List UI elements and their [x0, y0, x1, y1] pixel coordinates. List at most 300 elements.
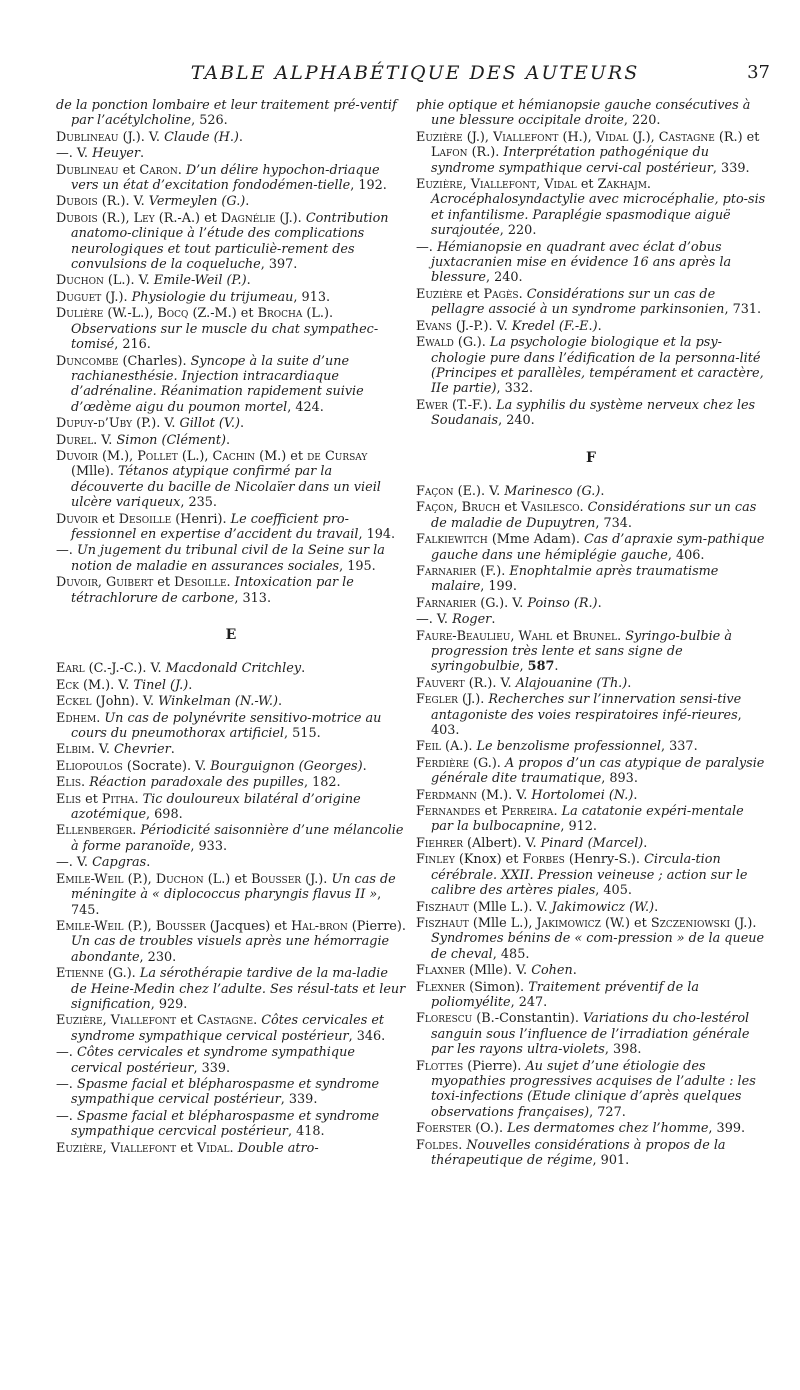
entry-text: , 526. [191, 113, 228, 129]
entry-text: (L.), [177, 448, 213, 464]
index-entry [56, 742, 406, 757]
entry-text: (Pierre). [463, 1058, 526, 1074]
author-name: Fiehrer [416, 835, 463, 851]
index-entry [56, 872, 406, 918]
entry-text: . [238, 129, 243, 145]
author-name: Castagne [658, 129, 715, 145]
index-entry [56, 1013, 406, 1044]
article-title: Bourguignon (Georges) [210, 758, 363, 774]
article-title: phie optique et hémianopsie gauche consécutives à une blessure occipitale droite [416, 98, 751, 129]
entry-text: (P.). V. [132, 416, 180, 432]
author-name: Durel [56, 432, 94, 448]
entry-text: —. [56, 1045, 77, 1061]
entry-text: . [253, 1013, 262, 1029]
author-name: Fiszhaut [416, 899, 469, 915]
entry-text: —. [56, 1108, 77, 1124]
index-entry [56, 211, 406, 273]
index-entry [56, 194, 406, 209]
article-title: Spasme facial et blépharospasme et syndrome sympathique cercvical postérieur [71, 1108, 380, 1140]
author-name: Eck [56, 677, 79, 693]
index-entry [56, 449, 406, 511]
entry-text: . [146, 855, 151, 871]
article-title: Un jugement du tribunal civil de la Seine sur la notion de maladie en assurances sociales [71, 543, 385, 574]
entry-text: , 405. [595, 883, 632, 899]
entry-text: , 901. [592, 1153, 630, 1168]
author-name: Desoille [118, 511, 172, 527]
entry-text: , 403. [431, 707, 742, 739]
author-name: Duvoir [56, 511, 98, 527]
author-name: Bousser [155, 918, 206, 934]
entry-text: et [480, 804, 502, 820]
author-name: Bocq [157, 306, 189, 322]
entry-text: . [81, 775, 90, 791]
author-name: Falkiewitch [416, 532, 488, 548]
index-entry [56, 354, 406, 416]
entry-text: . [229, 1140, 238, 1156]
author-name: Brunel [572, 628, 618, 644]
index-entry [56, 792, 406, 823]
entry-text: , 929. [150, 996, 188, 1012]
author-name: Elis [56, 791, 82, 807]
entry-list [56, 98, 406, 606]
entry-text: , 912. [560, 819, 597, 835]
entry-text: . [553, 804, 562, 820]
entry-text: , 346. [348, 1028, 386, 1044]
entry-text: , 399. [708, 1121, 746, 1137]
author-name: Farnarier [416, 595, 477, 611]
article-title: Syncope à la suite d’une rachianesthésie. Injection intracardiaque d’adrénaline. Réanimation rapidement suivie d’œdème aigu du poumon mortel [71, 353, 364, 415]
article-title: Heuyer [92, 146, 140, 162]
article-title: Syndromes bénins de « com-pression » de la queue de cheval [431, 931, 765, 962]
page-number: 37 [747, 62, 770, 83]
article-title: Nouvelles considérations à propos de la thérapeutique de régime [431, 1137, 726, 1168]
index-entry [56, 823, 406, 854]
index-entry [416, 1121, 766, 1136]
index-entry [56, 416, 406, 431]
entry-text: (Mme Adam). [487, 532, 585, 548]
article-title: La syphilis du système nerveux chez les Soudanais [431, 397, 756, 429]
entry-text: , 313. [234, 590, 272, 606]
index-entry [416, 692, 766, 738]
entry-text: , 182. [303, 775, 341, 791]
entry-text: . [226, 432, 231, 448]
entry-text: , 235. [180, 495, 218, 511]
entry-text: (Albert). V. [462, 835, 541, 851]
article-title: A propos d’un cas atypique de paralysie générale dite traumatique [431, 755, 765, 787]
entry-text: , 933. [190, 838, 228, 854]
entry-text: , 339. [193, 1060, 231, 1076]
author-name: Dublineau [56, 162, 119, 178]
article-title: Vermeylen (G.) [148, 194, 246, 210]
index-entry [56, 919, 406, 965]
entry-text: . [170, 742, 175, 758]
entry-text: (J.). [457, 692, 489, 708]
author-name: Ewald [416, 335, 454, 351]
author-name: Brocha [257, 306, 303, 322]
entry-text: (M.) et [255, 448, 308, 464]
entry-text: , [453, 500, 462, 516]
article-title: Cohen [531, 963, 573, 979]
entry-text: , 398. [604, 1042, 642, 1058]
entry-text: , 731. [724, 302, 762, 318]
index-entry [416, 98, 766, 129]
entry-text: (L.). [302, 306, 334, 322]
article-title: Tinel (J.) [133, 677, 189, 693]
entry-text: , [510, 628, 519, 644]
author-name: Duchon [155, 871, 204, 887]
author-name: Façon [416, 483, 454, 499]
article-title: Tétanos atypique confirmé par la découverte du bacille de Nicolaïer dans un vieil ulcère variqueux [71, 464, 381, 511]
index-entry [56, 575, 406, 606]
index-entry [416, 676, 766, 691]
author-name: Elis [56, 775, 82, 791]
section-heading: F [586, 449, 596, 466]
entry-text: (Socrate). V. [122, 758, 211, 774]
entry-text: (H.), [558, 129, 596, 145]
author-name: Dublineau [56, 129, 119, 145]
index-entry [56, 290, 406, 305]
author-name: Ferdmann [416, 787, 477, 803]
left-column [56, 98, 406, 1157]
entry-text: , 216. [114, 337, 151, 353]
section-heading: E [225, 627, 237, 643]
article-title: Observations sur le muscle du chat sympathec-tomisé [71, 321, 379, 353]
article-title: Capgras [92, 855, 147, 871]
author-name: Dubois [56, 194, 98, 210]
entry-text: (Mlle). [71, 464, 118, 480]
index-entry [56, 512, 406, 543]
entry-text: (T.-F.). [447, 397, 497, 413]
article-title: Contribution anatomo-clinique à l’étude des complications neurologiques et tout particuliè-rement des convulsions de la coqueluche [71, 210, 389, 273]
index-entry [416, 500, 766, 531]
index-entry [56, 661, 406, 676]
entry-text: (G.). [103, 966, 140, 982]
entry-text: (P.), [123, 871, 156, 887]
index-entry [56, 98, 406, 129]
entry-text: , 424. [287, 399, 324, 415]
entry-text: . [617, 628, 626, 644]
index-entry [416, 1059, 766, 1121]
entry-text: et [176, 1013, 197, 1029]
entry-text: . [246, 273, 251, 289]
entry-text: . V. [93, 432, 117, 448]
article-title: Périodicité saisonnière d’une mélancolie à forme paranoïde [71, 823, 404, 854]
entry-text: (W.) et [600, 915, 651, 931]
author-name: Dupuy-d’Uby [56, 416, 133, 432]
author-name: Farnarier [416, 563, 477, 579]
article-title: Hortolomei (N.) [531, 787, 634, 803]
article-title: Un cas de polynévrite sensitivo-motrice au cours du pneumothorax artificiel [71, 710, 382, 742]
article-title: Cas d’apraxie sym-pathique gauche dans une hémiplégie gauche [431, 532, 765, 563]
entry-text: . [627, 675, 632, 691]
entry-text: , 192. [350, 178, 387, 194]
index-entry [56, 1077, 406, 1108]
index-entry [56, 433, 406, 448]
entry-text: , 397. [260, 257, 298, 273]
entry-text: , 337. [661, 739, 698, 755]
author-name: Jakimowicz [536, 915, 601, 931]
entry-text: . [139, 146, 145, 162]
entry-text: (L.). V. [103, 273, 154, 289]
index-entry [416, 484, 766, 499]
author-name: Evans [416, 318, 452, 334]
entry-text: (Mlle). V. [464, 963, 532, 979]
index-entry [416, 629, 766, 675]
entry-text: , 339. [280, 1092, 318, 1108]
author-name: Duchon [56, 273, 104, 289]
article-title: La psychologie biologique et la psy-chologie pure dans l’édification de la personna-lité (Principes et parallèles, tempérament et caractère, IIe partie) [431, 335, 764, 397]
author-name: Dubois [56, 210, 98, 226]
index-entry [56, 543, 406, 574]
entry-text: , 418. [287, 1124, 325, 1140]
article-title: Jakimowicz (W.) [551, 899, 655, 915]
article-title: Acrocéphalosyndactylie avec microcéphalie, pto-sis et infantilisme. Paraplégie spasmodique aiguë surajoutée [431, 192, 766, 239]
article-title: Marinesco (G.) [504, 483, 601, 499]
entry-text: . [643, 835, 648, 851]
author-name: Etienne [56, 966, 104, 982]
entry-text: (Henri). [171, 511, 231, 527]
entry-text: (J.). [301, 871, 332, 887]
index-entry [416, 177, 766, 239]
entry-text: , 220. [623, 113, 661, 129]
entry-text: —. [416, 239, 437, 255]
entry-text: . [597, 318, 602, 334]
article-title: D’un délire hypochon-driaque vers un état d’excitation fondodémen-tielle [71, 162, 380, 194]
index-entry [56, 1109, 406, 1140]
article-title: Gillot (V.) [179, 416, 240, 432]
entry-text: et [81, 791, 102, 807]
article-title: Claude (H.) [164, 129, 239, 145]
entry-text: (G.). [453, 335, 490, 351]
entry-text: . [96, 710, 105, 726]
entry-text: (W.-L.), [103, 306, 158, 322]
entry-text: (Z.-M.) et [188, 306, 258, 322]
index-entry [416, 612, 766, 627]
author-name: Vidal [196, 1140, 230, 1156]
entry-text: , 515. [284, 726, 321, 742]
entry-text: . [362, 758, 367, 774]
entry-text: . [572, 963, 577, 979]
entry-text: (R.), [97, 210, 134, 226]
entry-text: , 199. [480, 579, 517, 595]
entry-text: (M.). V. [78, 677, 134, 693]
author-name: Euzière [416, 286, 463, 302]
entry-text: . V. [90, 742, 114, 758]
entry-text: , 727. [589, 1104, 626, 1120]
entry-text: (R.) et [714, 129, 760, 145]
entry-text: et [97, 511, 119, 527]
entry-text: . [177, 162, 186, 178]
entry-text: , 220. [499, 223, 537, 239]
author-name: Viallefont [470, 177, 537, 193]
author-name: Flexner [416, 979, 466, 995]
entry-text: et [576, 177, 598, 193]
article-title: Circula-tion cérébrale. XXII. Pression veineuse ; action sur le calibre des artères piales [431, 852, 748, 899]
article-title: Hémianopsie en quadrant avec éclat d’obus juxtacranien mise en évidence 16 ans après la blessure [431, 239, 732, 286]
entry-text: (L.) et [203, 871, 252, 887]
author-name: Viallefont [493, 129, 559, 145]
index-entry [56, 130, 406, 145]
entry-text: et [153, 575, 175, 591]
article-title: Les dermatomes chez l’homme [507, 1121, 709, 1137]
author-name: Fauvert [416, 675, 465, 691]
author-name: Duncombe [56, 353, 119, 369]
entry-text: (Jacques) et [205, 918, 292, 934]
article-title: Le benzolisme professionnel [476, 739, 662, 755]
entry-text: , [536, 177, 545, 193]
author-name: Duguet [56, 289, 102, 305]
article-title: Intoxication par le tétrachlorure de carbone [71, 575, 354, 606]
article-title: Un cas de méningite à « diplococcus pharyngis flavus II » [71, 871, 396, 903]
index-entry [416, 980, 766, 1011]
entry-text: , [462, 177, 471, 193]
author-name: Foldes [416, 1137, 459, 1153]
entry-text: . [277, 694, 283, 710]
author-name: Hal-bron [291, 918, 348, 934]
author-name: Guibert [106, 575, 154, 591]
entry-text: (M.). V. [476, 787, 532, 803]
entry-text: . [633, 787, 638, 803]
entry-text: (Charles). [118, 353, 191, 369]
entry-text: . [239, 416, 245, 432]
entry-text: —. V. [56, 146, 93, 162]
author-name: Perreira [501, 804, 554, 820]
index-entry [416, 836, 766, 851]
entry-text: , 913. [293, 289, 331, 305]
entry-text: . [554, 659, 559, 675]
author-name: Vidal [595, 129, 629, 145]
article-title: Double atro- [237, 1140, 319, 1156]
article-title: Chevrier [113, 742, 171, 758]
author-name: de Cursay [307, 448, 368, 464]
index-entry [416, 1138, 766, 1169]
entry-text: , [102, 1013, 111, 1029]
index-entry [56, 163, 406, 194]
author-name: Vasilesco [521, 500, 580, 516]
author-name: Cachin [212, 448, 256, 464]
article-title: Traitement préventif de la poliomyélite [431, 979, 699, 1010]
article-title: Recherches sur l’innervation sensi-tive antagoniste des voies respiratoires infé-rieures [431, 692, 742, 723]
entry-text: (John). V. [91, 694, 159, 710]
author-name: Feil [416, 739, 441, 755]
entry-text: . [245, 194, 250, 210]
entry-text: . [226, 575, 235, 591]
entry-text: . [579, 500, 588, 516]
entry-text: (Mlle L.). V. [468, 899, 552, 915]
entry-text: (C.-J.-C.). V. [84, 661, 166, 677]
author-name: Pollet [137, 448, 178, 464]
entry-list [416, 98, 766, 429]
author-name: Flottes [416, 1058, 464, 1074]
article-title: Enophtalmie après traumatisme malaire [431, 563, 719, 595]
index-entry [416, 287, 766, 318]
author-name: Euzière [416, 129, 463, 145]
index-entry [416, 532, 766, 563]
article-title: Tic douloureux bilatéral d’origine azotémique [71, 791, 361, 823]
author-name: Pagès [483, 286, 519, 302]
index-entry [56, 775, 406, 790]
author-name: Elbim [56, 742, 91, 758]
index-entry [416, 852, 766, 898]
author-name: Euzière [416, 177, 463, 193]
index-entry [416, 788, 766, 803]
entry-text: (R.). V. [97, 194, 149, 210]
article-title: Emile-Weil (P.) [153, 273, 247, 289]
index-entry [416, 335, 766, 397]
author-name: Lafon [431, 145, 468, 161]
author-name: Forbes [522, 852, 565, 868]
article-title: de la ponction lombaire et leur traitement pré-ventif par l’acétylcholine [56, 98, 397, 129]
entry-text: . [597, 595, 602, 611]
author-name: Ellenberger [56, 823, 133, 839]
index-entry [56, 273, 406, 288]
author-name: Duvoir [56, 575, 98, 591]
author-name: Faure-Beaulieu [416, 628, 511, 644]
index-entry [56, 694, 406, 709]
article-title: Un cas de troubles visuels après une hémorragie abondante [71, 934, 390, 965]
entry-text: (M.), [97, 448, 138, 464]
article-title: La catatonie expéri-mentale par la bulbocapnine [431, 804, 744, 835]
entry-text: . [301, 661, 306, 677]
article-title: Pinard (Marcel) [540, 835, 644, 851]
author-name: Pitha [101, 791, 135, 807]
article-title: Macdonald Critchley [165, 661, 302, 677]
entry-text: , 698. [146, 807, 183, 823]
article-title: Variations du cho-lestérol sanguin sous l’influence de l’irradiation générale par les rayons ultra-violets [431, 1011, 750, 1058]
entry-text: (J.). [101, 289, 132, 305]
article-title: Roger [452, 612, 492, 628]
entry-text: (B.-Constantin). [472, 1011, 583, 1027]
article-title: Considérations sur un cas de pellagre associé à un syndrome parkinsonien [431, 286, 725, 318]
index-entry [56, 678, 406, 693]
entry-text: , 332. [496, 381, 534, 397]
entry-text: , 485. [492, 946, 530, 962]
entry-text: , [519, 659, 528, 675]
entry-text: (Henry-S.). [564, 852, 645, 868]
entry-text: (Knox) et [454, 852, 523, 868]
entry-list [56, 661, 406, 1156]
author-name: Viallefont [110, 1140, 177, 1156]
article-title: Interprétation pathogénique du syndrome sympathique cervi-cal postérieur [431, 145, 713, 176]
author-name: Ewer [416, 397, 448, 413]
index-entry [416, 319, 766, 334]
entry-text: (J.). [730, 915, 757, 931]
article-title: Réaction paradoxale des pupilles [89, 775, 304, 791]
article-title: Simon (Clément) [116, 432, 226, 448]
entry-text: (J.), [628, 129, 659, 145]
article-title: Considérations sur un cas de maladie de Dupuytren [431, 500, 757, 531]
author-name: Façon [416, 500, 454, 516]
entry-text: , 406. [667, 547, 705, 563]
index-entry [416, 398, 766, 429]
article-title: Syringo-bulbie à progression très lente et sans signe de syringobulbie [431, 628, 732, 675]
entry-text: (J.), [462, 129, 494, 145]
entry-text: (R.). V. [464, 675, 516, 691]
author-name: Euzière [56, 1140, 103, 1156]
entry-text: , 240. [485, 270, 523, 286]
index-entry [416, 804, 766, 835]
index-entry [416, 596, 766, 611]
article-title: Le coefficient pro-fessionnel en expertise d’accident du travail [71, 511, 359, 542]
entry-list [416, 484, 766, 1168]
entry-text: , 247. [510, 994, 548, 1010]
article-title: Spasme facial et blépharospasme et syndrome sympathique cervical postérieur [71, 1076, 380, 1108]
entry-text: —. [56, 543, 77, 559]
index-entry [56, 759, 406, 774]
author-name: Viallefont [110, 1013, 177, 1029]
entry-text: , [102, 1140, 111, 1156]
author-name: Dulière [56, 306, 104, 322]
